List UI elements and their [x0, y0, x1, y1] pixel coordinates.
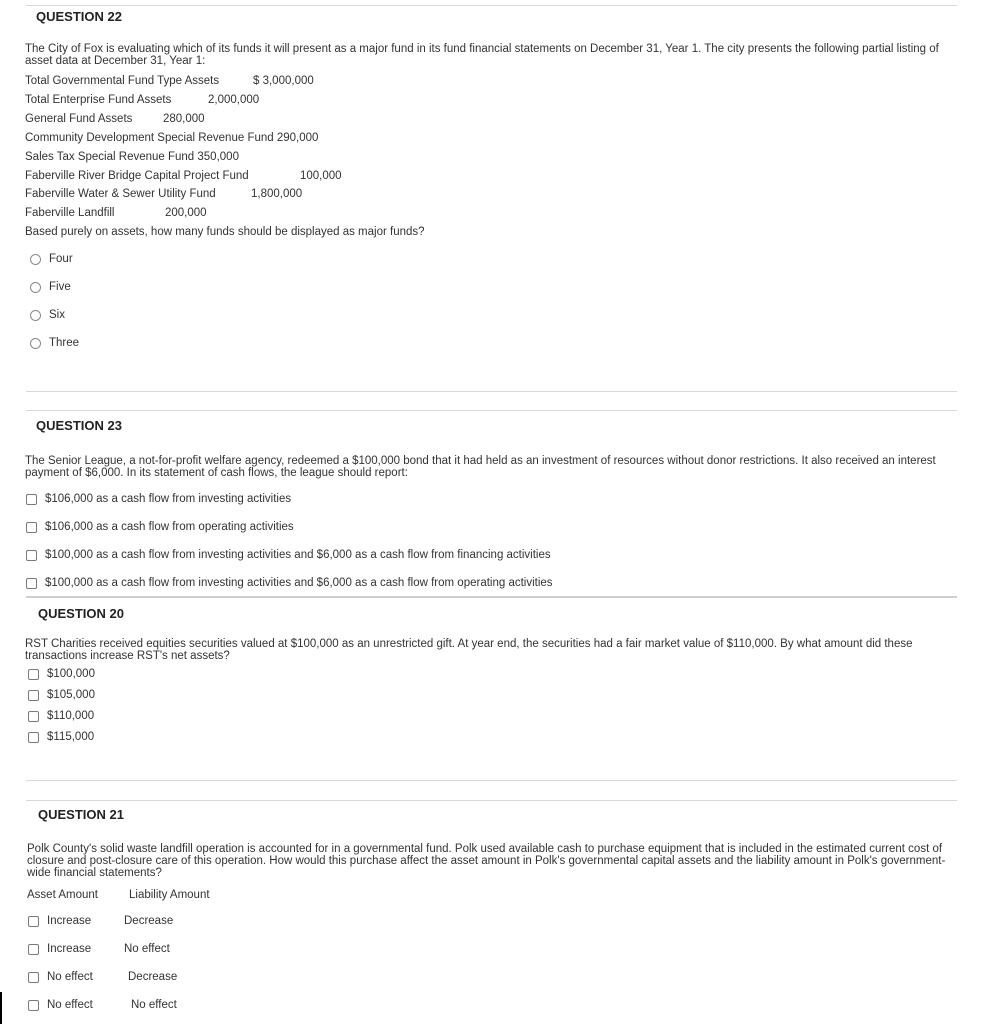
answer-option-2[interactable]	[28, 943, 228, 955]
option-label: Five	[49, 281, 71, 293]
asset-row-label: Total Enterprise Fund Assets	[25, 94, 172, 106]
question-22-prompt: Based purely on assets, how many funds should be displayed as major funds?	[25, 226, 425, 238]
liability-effect: No effect	[124, 943, 170, 955]
answer-option-3[interactable]	[26, 549, 551, 561]
asset-row-label: Faberville Landfill	[25, 207, 115, 219]
divider	[26, 5, 957, 6]
checkbox[interactable]	[28, 944, 39, 955]
answer-option-4[interactable]	[28, 731, 94, 743]
option-label: $110,000	[47, 710, 95, 722]
asset-row-value: $ 3,000,000	[253, 75, 314, 87]
checkbox[interactable]	[26, 494, 37, 505]
divider	[26, 780, 957, 781]
option-label: $106,000 as a cash flow from investing activities	[45, 493, 292, 505]
answer-option-2[interactable]	[28, 689, 95, 701]
asset-effect: Increase	[47, 915, 92, 927]
option-label: $115,000	[47, 731, 95, 743]
question-20-text: RST Charities received equities securities valued at $100,000 as an unrestricted gift. At year end, the securities had a fair market value of $110,000. By what amount did these transactions increase RST's net assets?	[25, 638, 913, 662]
radio-button[interactable]	[30, 338, 41, 349]
question-21-title: QUESTION 21	[38, 807, 124, 822]
answer-option-4[interactable]	[26, 577, 553, 589]
divider	[26, 800, 957, 801]
checkbox[interactable]	[28, 1000, 39, 1011]
asset-row-label: Community Development Special Revenue Fund 290,000	[25, 132, 319, 144]
question-21-text: Polk County's solid waste landfill operation is accounted for in a governmental fund. Polk used available cash to purchase equipment that is included in the estimated current cost of closure and post-closure care of this operation. How would this purchase affect the asset amount in Polk's governmental capital assets and the liability amount in Polk's government-wide financial statements?	[27, 843, 946, 879]
checkbox[interactable]	[26, 522, 37, 533]
asset-effect: No effect	[47, 999, 93, 1011]
divider	[26, 391, 957, 392]
asset-row-label: Total Governmental Fund Type Assets	[25, 75, 220, 87]
answer-option-2[interactable]	[26, 521, 294, 533]
answer-option-four[interactable]	[30, 253, 73, 265]
liability-effect: Decrease	[124, 915, 174, 927]
divider	[26, 596, 957, 598]
answer-option-4[interactable]	[28, 999, 228, 1011]
checkbox[interactable]	[28, 916, 39, 927]
checkbox[interactable]	[28, 972, 39, 983]
asset-row-value: 2,000,000	[208, 94, 260, 106]
question-23-text: The Senior League, a not-for-profit welfare agency, redeemed a $100,000 bond that it had held as an investment of resources without donor restrictions. It also received an interest payment of $6,000. In its statement of cash flows, the league should report:	[25, 455, 936, 479]
answer-option-1[interactable]	[26, 493, 291, 505]
option-label: Six	[49, 309, 65, 321]
asset-row-value: 280,000	[163, 113, 205, 125]
asset-amount-header: Asset Amount	[27, 889, 98, 901]
question-23-title: QUESTION 23	[36, 418, 122, 433]
option-label: $100,000 as a cash flow from investing activities and $6,000 as a cash flow from financing activities	[45, 549, 551, 561]
window-edge	[0, 992, 2, 1024]
option-label: $100,000 as a cash flow from investing activities and $6,000 as a cash flow from operating activities	[45, 577, 553, 589]
answer-option-1[interactable]	[28, 915, 228, 927]
radio-button[interactable]	[30, 254, 41, 265]
option-label: $100,000	[47, 668, 95, 680]
asset-row-value: 100,000	[300, 170, 342, 182]
checkbox[interactable]	[28, 711, 39, 722]
asset-effect: No effect	[47, 971, 93, 983]
checkbox[interactable]	[28, 669, 39, 680]
checkbox[interactable]	[26, 578, 37, 589]
divider	[26, 410, 957, 411]
checkbox[interactable]	[28, 732, 39, 743]
asset-row-label: Faberville Water & Sewer Utility Fund	[25, 188, 216, 200]
asset-effect: Increase	[47, 943, 92, 955]
option-label: Three	[49, 337, 80, 349]
answer-option-3[interactable]	[28, 710, 94, 722]
asset-row-label: General Fund Assets	[25, 113, 133, 125]
checkbox[interactable]	[28, 690, 39, 701]
answer-option-six[interactable]	[30, 309, 65, 321]
radio-button[interactable]	[30, 282, 41, 293]
asset-row-value: 200,000	[165, 207, 207, 219]
answer-option-five[interactable]	[30, 281, 71, 293]
asset-row-label: Sales Tax Special Revenue Fund 350,000	[25, 151, 239, 163]
liability-effect: Decrease	[128, 971, 178, 983]
liability-effect: No effect	[131, 999, 177, 1011]
radio-button[interactable]	[30, 310, 41, 321]
option-label: Four	[49, 253, 73, 265]
question-22-intro: The City of Fox is evaluating which of its funds it will present as a major fund in its fund financial statements on December 31, Year 1. The city presents the following partial listing of asset data at December 31, Year 1:	[25, 43, 939, 67]
liability-amount-header: Liability Amount	[129, 889, 210, 901]
option-label: $106,000 as a cash flow from operating activities	[45, 521, 294, 533]
question-20-title: QUESTION 20	[38, 606, 124, 621]
option-label: $105,000	[47, 689, 95, 701]
asset-row-label: Faberville River Bridge Capital Project Fund	[25, 170, 249, 182]
answer-option-three[interactable]	[30, 337, 79, 349]
answer-option-3[interactable]	[28, 971, 228, 983]
question-22-title: QUESTION 22	[36, 9, 122, 24]
answer-option-1[interactable]	[28, 668, 95, 680]
checkbox[interactable]	[26, 550, 37, 561]
asset-row-value: 1,800,000	[251, 188, 303, 200]
